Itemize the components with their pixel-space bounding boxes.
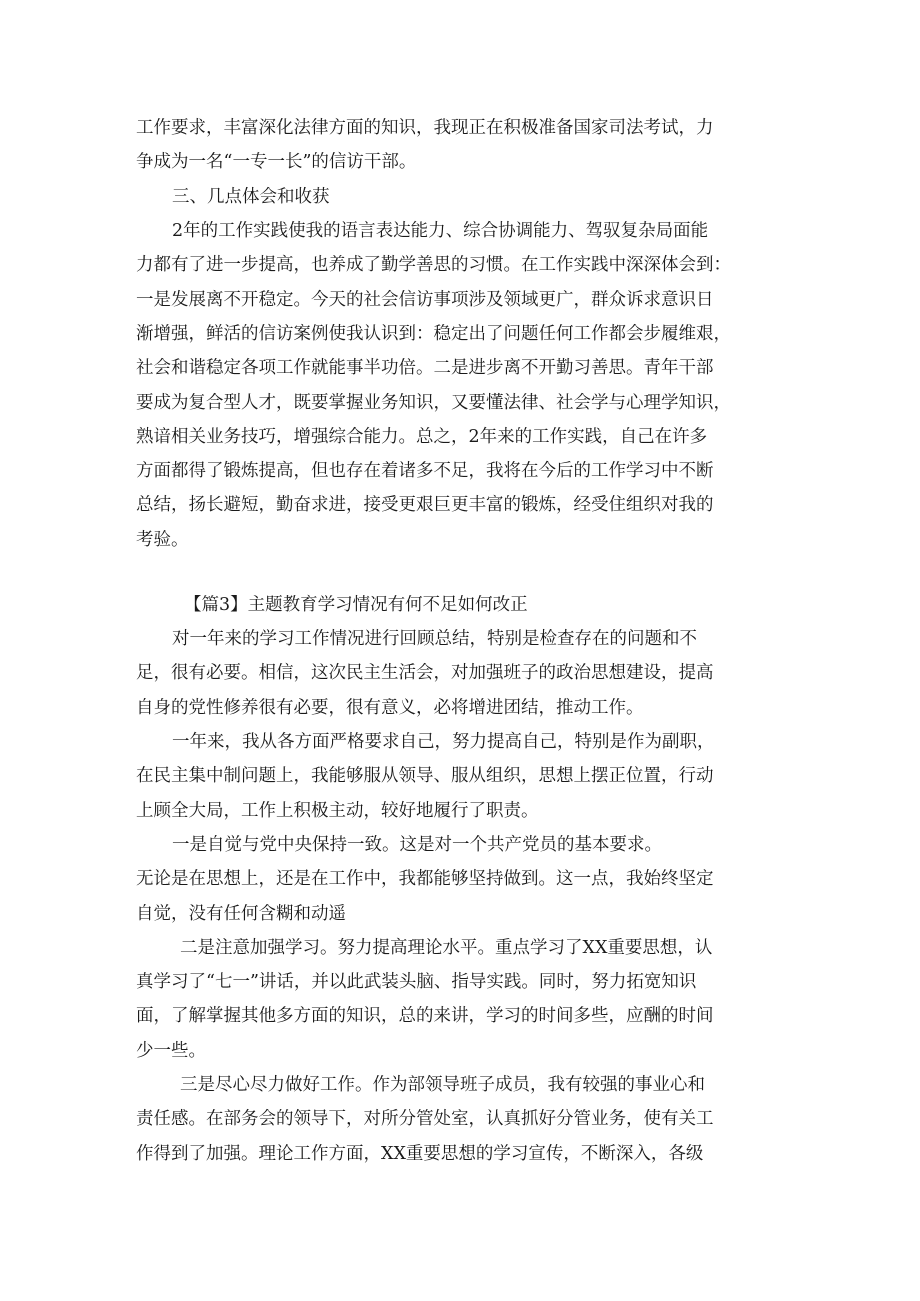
body-line: 面，了解掌握其他多方面的知识，总的来讲，学习的时间多些，应酬的时间 [136, 1006, 714, 1026]
body-line: 少一些。 [136, 1041, 206, 1061]
body-line: 一是自觉与党中央保持一致。这是对一个共产党员的基本要求。 [172, 835, 662, 855]
body-line: 一是发展离不开稳定。今天的社会信访事项涉及领域更广，群众诉求意识日 [136, 290, 714, 310]
body-line: 无论是在思想上，还是在工作中，我都能够坚持做到。这一点，我始终坚定 [136, 869, 714, 889]
article-heading: 【篇3】主题教育学习情况有何不足如何改正 [184, 595, 528, 615]
body-line: 作得到了加强。理论工作方面，XX重要思想的学习宣传，不断深入，各级 [136, 1144, 704, 1164]
body-line: 自身的党性修养很有必要，很有意义，必将增进团结，推动工作。 [136, 698, 644, 718]
body-line: 足，很有必要。相信，这次民主生活会，对加强班子的政治思想建设，提高 [136, 663, 714, 683]
body-line: 要成为复合型人才，既要掌握业务知识，又要懂法律、社会学与心理学知识， [136, 393, 731, 413]
body-line: 2年的工作实践使我的语言表达能力、综合协调能力、驾驭复杂局面能 [172, 221, 709, 241]
body-line: 在民主集中制问题上，我能够服从领导、服从组织，思想上摆正位置，行动 [136, 766, 714, 786]
body-line: 社会和谐稳定各项工作就能事半功倍。二是进步离不开勤习善思。青年干部 [136, 358, 714, 378]
body-line: 争成为一名“一专一长”的信访干部。 [136, 152, 417, 172]
body-line: 一年来，我从各方面严格要求自己，努力提高自己，特别是作为副职， [172, 732, 715, 752]
body-line: 力都有了进一步提高，也养成了勤学善思的习惯。在工作实践中深深体会到： [136, 255, 731, 275]
body-line: 总结，扬长避短，勤奋求进，接受更艰巨更丰富的锻炼，经受住组织对我的 [136, 495, 714, 515]
body-line: 自觉，没有任何含糊和动遥 [136, 904, 346, 924]
body-line: 方面都得了锻炼提高，但也存在着诸多不足，我将在今后的工作学习中不断 [136, 461, 714, 481]
body-line: 上顾全大局，工作上积极主动，较好地履行了职责。 [136, 801, 539, 821]
body-line: 三是尽心尽力做好工作。作为部领导班子成员，我有较强的事业心和 [180, 1075, 705, 1095]
body-line: 熟谙相关业务技巧，增强综合能力。总之，2年来的工作实践，自己在许多 [136, 427, 708, 447]
body-line: 真学习了“七一”讲话，并以此武装头脑、指导实践。同时，努力拓宽知识 [136, 972, 697, 992]
body-line: 二是注意加强学习。努力提高理论水平。重点学习了XX重要思想，认 [180, 938, 713, 958]
body-line: 责任感。在部务会的领导下，对所分管处室，认真抓好分管业务，使有关工 [136, 1109, 714, 1129]
body-line: 对一年来的学习工作情况进行回顾总结，特别是检查存在的问题和不 [172, 629, 697, 649]
body-line: 考验。 [136, 530, 189, 550]
body-line: 渐增强，鲜活的信访案例使我认识到：稳定出了问题任何工作都会步履维艰， [136, 324, 731, 344]
section-heading: 三、几点体会和收获 [172, 187, 330, 207]
body-line: 工作要求，丰富深化法律方面的知识，我现正在积极准备国家司法考试，力 [136, 118, 714, 138]
